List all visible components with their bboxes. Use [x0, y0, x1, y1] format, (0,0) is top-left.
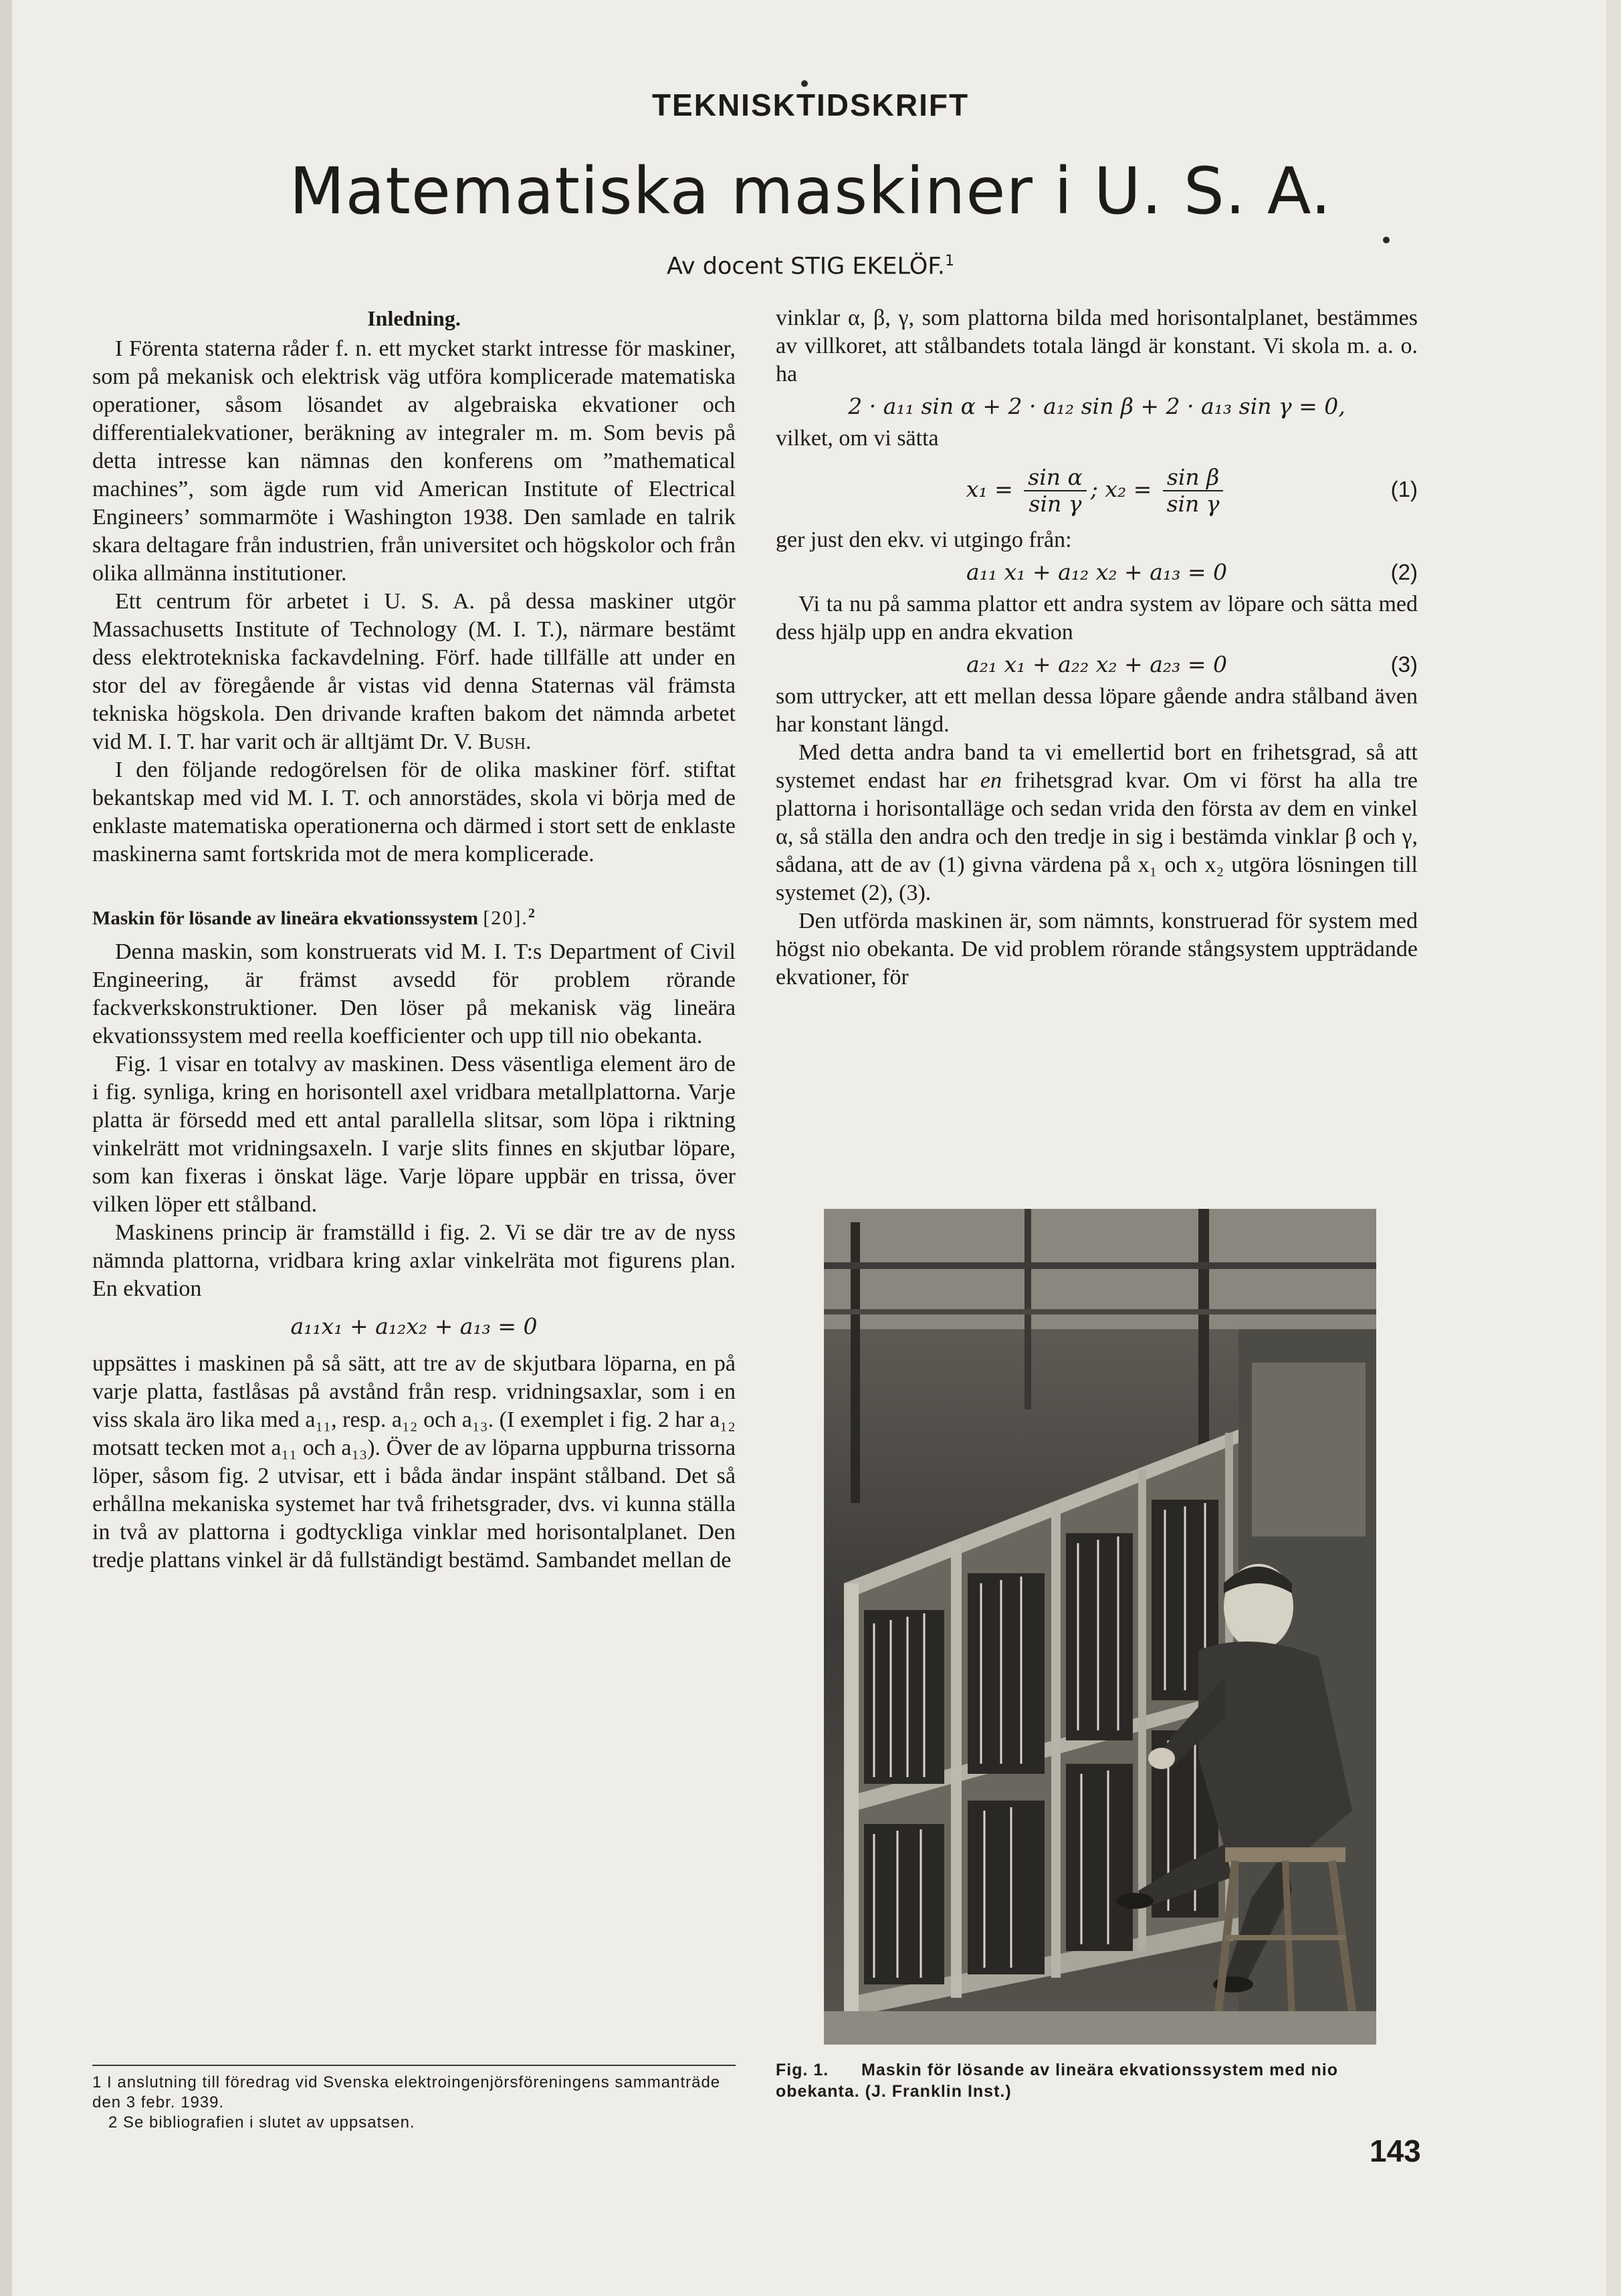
scan-edge-right	[1606, 0, 1621, 2296]
journal-name-part1: TEKNISK	[651, 88, 796, 122]
equation-number: (3)	[1390, 652, 1418, 677]
paragraph	[92, 588, 736, 756]
right-column	[776, 304, 1418, 992]
scan-edge-left	[0, 0, 12, 2296]
article-title: Matematiska maskiner i U. S. A.	[289, 154, 1332, 229]
byline-text: Av docent STIG EKELÖF.	[667, 253, 945, 280]
paragraph: I Förenta staterna råder f. n. ett mycket starkt intresse för maskiner, som på mekanisk och elektrisk väg utföra komplicerade matematiska operationer, såsom lösandet av algebraiska ekvationer och differentialekvationer, beräkning av integraler m. m. Som bevis på detta intresse kan nämnas den konferens om ”mathematical machines”, som ägde rum vid American Institute of Electrical Engineers’ sommarmöte i Washington 1938. Den samlade en talrik skara deltagare från industrien, från universitet och högskolor och från olika allmänna institutioner.	[92, 336, 736, 586]
paragraph: vilket, om vi sätta	[776, 426, 939, 451]
equation: 2 · a₁₁ sin α + 2 · a₁₂ sin β + 2 · a₁₃ sin γ = 0,	[848, 393, 1345, 419]
paragraph: ger just den ekv. vi utgingo från:	[776, 528, 1072, 552]
equation-text: a₂₁ x₁ + a₂₂ x₂ + a₂₃ = 0	[966, 651, 1227, 677]
byline	[0, 253, 1621, 280]
equation-2	[776, 554, 1418, 590]
person-name: Bush	[478, 729, 526, 754]
fraction	[1024, 465, 1087, 517]
fraction-numerator: sin β	[1163, 465, 1223, 491]
paragraph: Denna maskin, som konstruerats vid M. I. T:s Department of Civil Engineering, är främst avsedd för problem rörande fackverkskonstruktioner. Den löser på mekanisk väg lineära ekvationssystem med reella koefficienter och upp till nio obekanta.	[92, 939, 736, 1048]
section-heading-text: Maskin för lösande av lineära ekvationssystem	[92, 907, 479, 929]
paragraph: Vi ta nu på samma plattor ett andra system av löpare och sätta med dess hjälp upp en andra ekvation	[776, 592, 1418, 645]
equation-number: (1)	[1390, 477, 1418, 501]
fraction-denominator: sin γ	[1029, 491, 1082, 517]
stray-dot-mark	[1383, 237, 1390, 243]
left-column	[92, 304, 736, 1575]
footnotes	[92, 2065, 736, 2133]
figure-caption	[776, 2059, 1418, 2102]
section-heading-footnote-ref: 2	[528, 906, 535, 921]
paragraph: Fig. 1 visar en totalvy av maskinen. Dess väsentliga element äro de i fig. synliga, kring en horisontell axel vridbara metallplattorna. Varje platta är försedd med ett antal parallella slitsar, som löpa i riktning vinkelrätt mot vridningsaxeln. I varje slits finnes en skjutbar löpare, som kan fixeras i önskat läge. Varje löpare uppbär en trissa, över vilken löper ett stålband.	[92, 1051, 736, 1217]
figure-caption-text: Maskin för lösande av lineära ekvationssystem med nio obekanta. (J. Franklin Inst.)	[776, 2061, 1338, 2101]
footnote-2: 2 Se bibliografien i slutet av uppsatsen.	[108, 2113, 415, 2132]
paragraph: vinklar α, β, γ, som plattorna bilda med horisontalplanet, bestämmes av villkoret, att stålbandets totala längd är konstant. Vi skola m. a. o. ha	[776, 306, 1418, 386]
page-number: 143	[1370, 2134, 1421, 2168]
figure-photo	[824, 1209, 1376, 2045]
byline-footnote-ref: 1	[944, 253, 954, 269]
section-heading-ref: [20].	[483, 907, 528, 929]
figure-label: Fig. 1.	[776, 2061, 829, 2079]
paragraph-text: Ett centrum för arbetet i U. S. A. på dessa maskiner utgör Massachusetts Institute of Technology (M. I. T.), närmare bestämt dess elektrotekniska fackavdelning. Förf. hade tillfälle att under en stor del av föregående år vistas vid denna Staternas väl främsta tekniska högskola. Den drivande kraften bakom det nämnda arbetet vid M. I. T. har varit och är alltjämt Dr. V.	[92, 589, 736, 754]
equation-separator: ; x₂ =	[1090, 476, 1152, 502]
section-heading-linear-machine	[92, 899, 736, 933]
fraction-numerator: sin α	[1024, 465, 1087, 491]
paragraph: I den följande redogörelsen för de olika maskiner förf. stiftat bekantskap med vid M. I. T. och annorstädes, skola vi börja med de enklaste matematiska operationerna och därmed i stort sett de enklaste maskinerna samt fortskrida mot de mera komplicerade.	[92, 758, 736, 867]
section-heading-intro: Inledning.	[367, 306, 461, 330]
equation-1	[776, 453, 1418, 526]
paragraph: Maskinens princip är framställd i fig. 2. Vi se där tre av de nyss nämnda plattorna, vridbara kring axlar vinkelräta mot figurens plan. En ekvation	[92, 1220, 736, 1301]
paragraph: som uttrycker, att ett mellan dessa löpare gående andra stålband även har konstant längd.	[776, 684, 1418, 737]
fraction	[1163, 465, 1223, 517]
paragraph-text: Med detta andra band ta vi emellertid bort en frihetsgrad, så att systemet endast har	[776, 740, 1418, 793]
fraction-denominator: sin γ	[1166, 491, 1220, 517]
machine-photo-illustration	[824, 1209, 1376, 2045]
equation-text: a₁₁ x₁ + a₁₂ x₂ + a₁₃ = 0	[966, 559, 1227, 585]
paragraph: uppsättes i maskinen på så sätt, att tre av de skjutbara löparna, en på varje platta, fastlåsas på avstånd från resp. vridningsaxlar, som i en viss skala äro lika med a₁₁, resp. a₁₂ och a₁₃. (I exemplet i fig. 2 har a₁₂ motsatt tecken mot a₁₁ och a₁₃). Över de av löparna uppburna trissorna löper, såsom fig. 2 utvisar, ett i båda ändar inspänt stålband. Det så erhållna mekaniska systemet har två frihetsgrader, dvs. vi kunna ställa in två av plattorna i godtyckliga vinklar med horisontalplanet. Den tredje plattans vinkel är då fullständigt bestämd. Sambandet mellan de	[92, 1351, 736, 1573]
equation-3	[776, 647, 1418, 683]
equation-x1: x₁ =	[966, 476, 1013, 502]
journal-name	[0, 87, 1621, 123]
paragraph-end: .	[525, 729, 532, 754]
paragraph: Den utförda maskinen är, som nämnts, konstruerad för system med högst nio obekanta. De vid problem rörande stångsystem uppträdande ekvationer, för	[776, 909, 1418, 990]
paragraph	[776, 739, 1418, 907]
emphasis: en	[980, 768, 1002, 793]
equation: a₁₁x₁ + a₁₂x₂ + a₁₃ = 0	[290, 1312, 538, 1339]
journal-dot-mark	[801, 80, 808, 87]
journal-name-part2: TIDSKRIFT	[796, 88, 970, 122]
footnote-1: 1 I anslutning till föredrag vid Svenska elektroingenjörsföreningens sammanträde den 3 febr. 1939.	[92, 2073, 721, 2111]
equation-number: (2)	[1390, 560, 1418, 584]
paragraph-text: frihetsgrad kvar. Om vi först ha alla tre plattorna i horisontalläge och sedan vrida den första av dem en vinkel α, så ställa den andra och den tredje in sig i bestämda vinklar β och γ, sådana, att de av (1) givna värdena på x₁ och x₂ utgöra lösningen till systemet (2), (3).	[776, 768, 1418, 905]
